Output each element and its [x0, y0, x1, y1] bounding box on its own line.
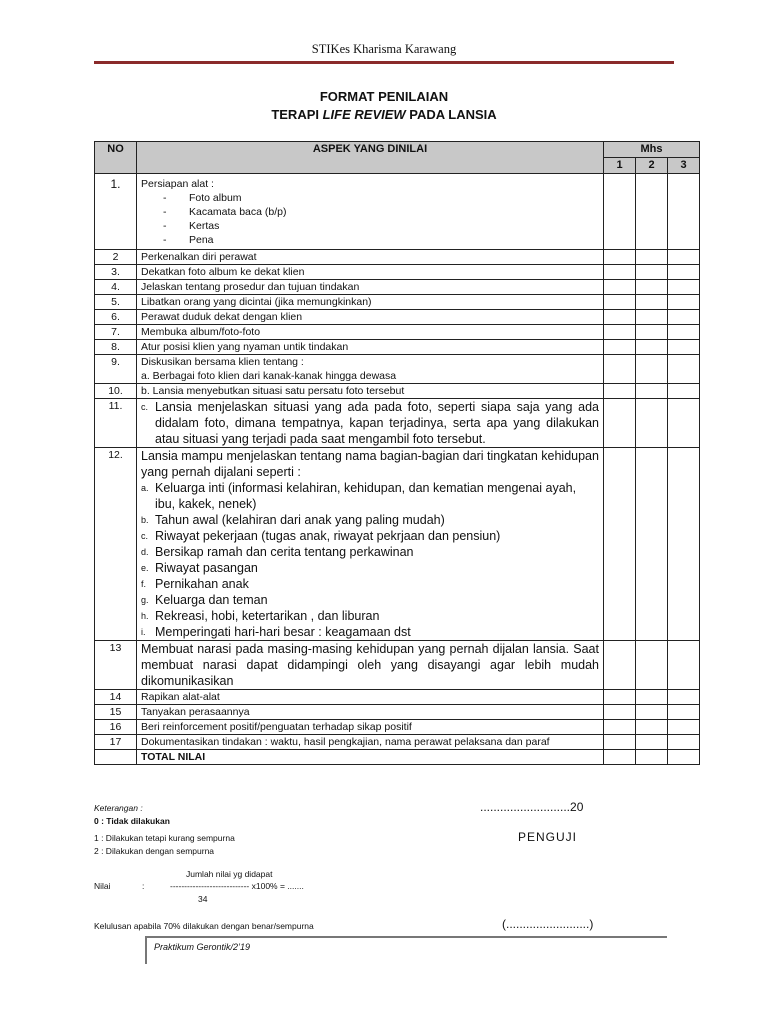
score-cell[interactable] — [636, 265, 668, 280]
formula-numerator: Jumlah nilai yg didapat — [186, 869, 273, 879]
row-no: 7. — [95, 325, 137, 340]
score-cell[interactable] — [604, 250, 636, 265]
score-cell[interactable] — [604, 705, 636, 720]
header-institution: STIKes Kharisma Karawang — [311, 42, 457, 56]
score-cell[interactable] — [636, 310, 668, 325]
mhs-col-3: 3 — [668, 158, 700, 174]
row-aspek: Persiapan alat : - Foto album - Kacamata baca (b/p) - Kertas - Pena — [137, 174, 604, 250]
score-cell[interactable] — [604, 399, 636, 448]
row-aspek: Membuat narasi pada masing-masing kehidupan yang pernah dijalan lansia. Saat membuat narasi dapat didampingi oleh yang disayangi agar lebih mudah dikomunikasikan — [137, 641, 604, 690]
score-cell[interactable] — [668, 265, 700, 280]
list-item: b. Tahun awal (kelahiran dari anak yang paling mudah) — [141, 513, 445, 527]
footer-divider — [145, 936, 147, 964]
row-no: 12. — [95, 448, 137, 641]
keterangan-0: 0 : Tidak dilakukan — [94, 816, 170, 826]
score-cell[interactable] — [668, 448, 700, 641]
mhs-col-2: 2 — [636, 158, 668, 174]
row-no: 13 — [95, 641, 137, 690]
score-cell[interactable] — [636, 295, 668, 310]
score-cell[interactable] — [604, 174, 636, 250]
list-item: a. Keluarga inti (informasi kelahiran, kehidupan, dan kematian mengenai ayah, ibu, kakek, nenek) — [141, 481, 577, 511]
score-cell[interactable] — [636, 690, 668, 705]
nilai-colon: : — [142, 881, 145, 891]
nilai-label: Nilai — [94, 881, 111, 891]
list-item: - Foto album — [163, 191, 599, 205]
row-no: 8. — [95, 340, 137, 355]
list-item: e. Riwayat pasangan — [141, 561, 258, 575]
score-cell[interactable] — [668, 280, 700, 295]
score-cell[interactable] — [668, 720, 700, 735]
row-aspek: Dokumentasikan tindakan : waktu, hasil pengkajian, nama perawat pelaksana dan paraf — [137, 735, 604, 750]
score-cell[interactable] — [604, 355, 636, 384]
list-item: d. Bersikap ramah dan cerita tentang perkawinan — [141, 545, 414, 559]
score-cell[interactable] — [668, 641, 700, 690]
col-aspek-header: ASPEK YANG DINILAI — [137, 142, 604, 174]
footer-text: Praktikum Gerontik/2’19 — [154, 942, 251, 952]
title-line-2: TERAPI LIFE REVIEW PADA LANSIA — [271, 107, 497, 122]
row-no: 4. — [95, 280, 137, 295]
row-aspek: Libatkan orang yang dicintai (jika memungkinkan) — [137, 295, 604, 310]
formula-line: ---------------------------- x100% = ....... — [170, 881, 304, 891]
list-item: - Kertas — [163, 219, 599, 233]
total-cell[interactable] — [668, 750, 700, 765]
row-aspek: b. Lansia menyebutkan situasi satu persatu foto tersebut — [137, 384, 604, 399]
keterangan-1: 1 : Dilakukan tetapi kurang sempurna — [94, 833, 235, 843]
score-cell[interactable] — [668, 399, 700, 448]
row-no: 2 — [95, 250, 137, 265]
score-cell[interactable] — [604, 384, 636, 399]
score-cell[interactable] — [668, 295, 700, 310]
row-no: 15 — [95, 705, 137, 720]
score-cell[interactable] — [668, 250, 700, 265]
col-no-header: NO — [95, 142, 137, 174]
total-cell[interactable] — [636, 750, 668, 765]
score-cell[interactable] — [636, 280, 668, 295]
score-cell[interactable] — [604, 720, 636, 735]
col-mhs-header: Mhs — [604, 142, 700, 158]
kelulusan-note: Kelulusan apabila 70% dilakukan dengan benar/sempurna — [94, 921, 314, 931]
row-no: 6. — [95, 310, 137, 325]
score-cell[interactable] — [636, 705, 668, 720]
row-aspek: Lansia mampu menjelaskan tentang nama bagian-bagian dari tingkatan kehidupan yang pernah dijalani seperti : a. Keluarga inti (informasi kelahiran, kehidupan, dan kematian mengenai ayah, ibu, kakek, nenek) b. Tahun awal (kelahiran dari anak yang paling mudah) c. Riwayat pekerjaan (tugas anak, riwayat pekrjaan dan pensiun) d. Bersikap ramah dan cerita tentang perkawinan e. Riwayat pasangan f. Pernikahan anak g. Keluarga dan teman h. Rekreasi, hobi, ketertarikan , dan liburan i. Memperingati hari-hari besar : keagamaan dst — [137, 448, 604, 641]
score-cell[interactable] — [604, 325, 636, 340]
score-cell[interactable] — [668, 340, 700, 355]
mhs-col-1: 1 — [604, 158, 636, 174]
footer-rule — [145, 936, 667, 938]
keterangan-2: 2 : Dilakukan dengan sempurna — [94, 846, 215, 856]
row-no: 17 — [95, 735, 137, 750]
signature-line: (.........................) — [502, 917, 594, 931]
header-rule — [94, 61, 674, 64]
score-cell[interactable] — [636, 325, 668, 340]
score-cell[interactable] — [636, 250, 668, 265]
keterangan-label: Keterangan : — [94, 803, 143, 813]
list-item: f. Pernikahan anak — [141, 577, 249, 591]
score-cell[interactable] — [636, 384, 668, 399]
row-no: 16 — [95, 720, 137, 735]
score-cell[interactable] — [636, 399, 668, 448]
score-cell[interactable] — [604, 641, 636, 690]
row-no: 3. — [95, 265, 137, 280]
score-cell[interactable] — [668, 690, 700, 705]
score-cell[interactable] — [636, 641, 668, 690]
row-aspek: Jelaskan tentang prosedur dan tujuan tindakan — [137, 280, 604, 295]
row-no: 11. — [95, 399, 137, 448]
row-aspek: Perkenalkan diri perawat — [137, 250, 604, 265]
row-aspek: Atur posisi klien yang nyaman untik tindakan — [137, 340, 604, 355]
row-aspek: Tanyakan perasaannya — [137, 705, 604, 720]
score-cell[interactable] — [604, 310, 636, 325]
row-aspek: c. Lansia menjelaskan situasi yang ada pada foto, seperti siapa saja yang ada didalam foto, dimana tempatnya, kapan terjadinya, serta apa yang dilakukan atau situasi yang terjadi pada saat mengambil foto tersebut. — [137, 399, 604, 448]
score-cell[interactable] — [604, 448, 636, 641]
row-aspek: Beri reinforcement positif/penguatan terhadap sikap positif — [137, 720, 604, 735]
score-cell[interactable] — [636, 735, 668, 750]
row-no: 10. — [95, 384, 137, 399]
row-aspek: Rapikan alat-alat — [137, 690, 604, 705]
score-cell[interactable] — [636, 340, 668, 355]
row-no: 1. — [95, 174, 137, 250]
score-cell[interactable] — [636, 355, 668, 384]
score-cell[interactable] — [668, 735, 700, 750]
list-item: g. Keluarga dan teman — [141, 593, 268, 607]
score-cell[interactable] — [668, 325, 700, 340]
score-cell[interactable] — [668, 174, 700, 250]
row-no: 5. — [95, 295, 137, 310]
list-item: - Pena — [163, 233, 599, 247]
score-cell[interactable] — [636, 720, 668, 735]
score-cell[interactable] — [604, 265, 636, 280]
total-cell[interactable] — [604, 750, 636, 765]
formula-denominator: 34 — [198, 894, 208, 904]
total-no-cell — [95, 750, 137, 765]
score-cell[interactable] — [604, 295, 636, 310]
row-aspek: Diskusikan bersama klien tentang : a. Berbagai foto klien dari kanak-kanak hingga dewasa — [137, 355, 604, 384]
total-label: TOTAL NILAI — [137, 750, 604, 765]
row-aspek: Perawat duduk dekat dengan klien — [137, 310, 604, 325]
list-item: h. Rekreasi, hobi, ketertarikan , dan liburan — [141, 609, 380, 623]
score-cell[interactable] — [604, 735, 636, 750]
row-no: 9. — [95, 355, 137, 384]
list-item: i. Memperingati hari-hari besar : keagamaan dst — [141, 625, 411, 639]
score-cell[interactable] — [636, 448, 668, 641]
list-item: - Kacamata baca (b/p) — [163, 205, 599, 219]
title-line-1: FORMAT PENILAIAN — [319, 89, 449, 104]
row-aspek: Membuka album/foto-foto — [137, 325, 604, 340]
score-cell[interactable] — [668, 310, 700, 325]
score-cell[interactable] — [668, 355, 700, 384]
score-cell[interactable] — [668, 705, 700, 720]
row-no: 14 — [95, 690, 137, 705]
date-line: ...........................20 — [480, 800, 584, 814]
penguji-label: PENGUJI — [518, 830, 578, 844]
score-cell[interactable] — [668, 384, 700, 399]
assessment-table — [94, 141, 700, 765]
score-cell[interactable] — [604, 690, 636, 705]
score-cell[interactable] — [604, 340, 636, 355]
row-aspek: Dekatkan foto album ke dekat klien — [137, 265, 604, 280]
list-item: c. Riwayat pekerjaan (tugas anak, riwayat pekrjaan dan pensiun) — [141, 529, 501, 543]
score-cell[interactable] — [636, 174, 668, 250]
score-cell[interactable] — [604, 280, 636, 295]
